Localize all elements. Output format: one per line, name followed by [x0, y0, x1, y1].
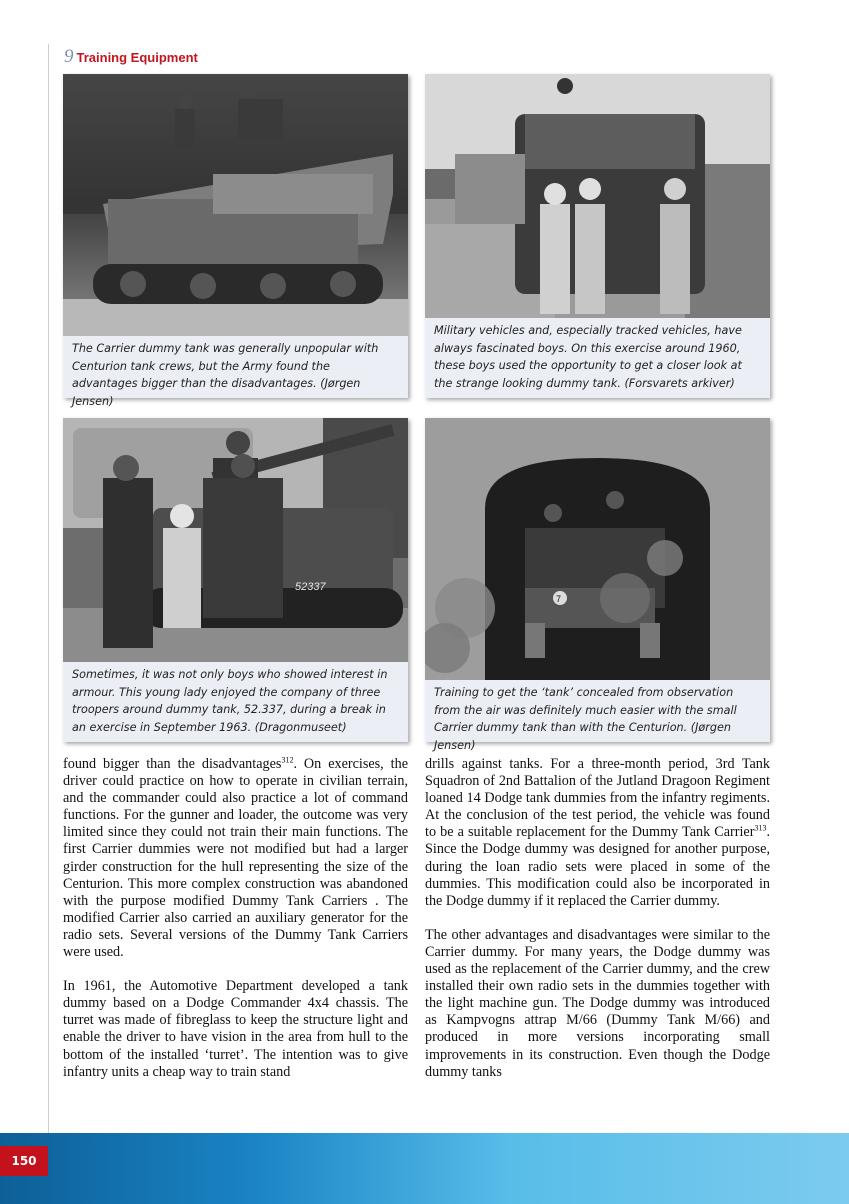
footnote-ref[interactable]: 312	[281, 755, 294, 765]
figure-caption: The Carrier dummy tank was generally unpopular with Centurion tank crews, but the Army found the advantages bigger than the disadvantages. (Jørgen Jensen)	[63, 336, 408, 398]
figure-caption: Training to get the ‘tank’ concealed from observation from the air was definitely much easier with the small Carrier dummy tank than with the Centurion. (Jørgen Jensen)	[425, 680, 770, 742]
paragraph: found bigger than the disadvantages$^{312}$. On exercises, the driver could practice on how to operate in civilian terrain, and the commander could also practice a lot of command functions. For the gunner and loader, the outcome was very limited since they could not train their main functions. The first Carrier dummies were not modified but had a larger girder construction for the hull representing the size of the Centurion. This more complex construction was abandoned with the purpose modified Dummy Tank Carriers . The modified Carrier also carried an auxiliary generator for the radio sets. Several versions of the Dummy Tank Carriers were used.	[63, 755, 408, 961]
paragraph: drills against tanks. For a three-month period, 3rd Tank Squadron of 2nd Battalion of the Jutland Dragoon Regiment loaned 14 Dodge tank dummies from the infantry regiments. At the conclusion of the test period, the vehicle was found to be a suitable replacement for the Dummy Tank Carrier$^{313}$. Since the Dodge dummy was designed for another purpose, during the loan radio sets were placed in some of the dummies. This modification could also be incorporated in the Dodge dummy if it replaced the Carrier dummy.	[425, 756, 770, 909]
chapter-number: 9	[64, 46, 74, 67]
figure-3	[63, 418, 408, 742]
figure-4	[425, 418, 770, 752]
figure-1	[63, 74, 408, 408]
paragraph: The other advantages and disadvantages were similar to the Carrier dummy. For many years, the Dodge dummy was used as the replacement of the Carrier dummy, and the crew installed their own radio sets in the dummies together with the light machine gun. The Dodge dummy was introduced as Kampvogns attrap M/66 (Dummy Tank M/66) and produced in more versions incorporating small improvements in its construction. Even though the Dodge dummy tanks	[425, 926, 770, 1080]
footer-band	[0, 1133, 849, 1204]
figure-caption: Military vehicles and, especially tracked vehicles, have always fascinated boys. On this exercise around 1960, these boys used the opportunity to get a closer look at the strange looking dummy tank. (Forsvarets arkiver)	[425, 318, 770, 398]
body-column-left	[63, 756, 408, 1098]
photo-concealed-dummy-tank	[425, 418, 770, 680]
chapter-title: Training Equipment	[76, 50, 198, 65]
hull-number: 52337	[295, 581, 326, 593]
vehicle-marking: 7	[556, 594, 562, 604]
margin-rule	[48, 44, 49, 1134]
running-header	[64, 46, 198, 68]
paragraph: In 1961, the Automotive Department developed a tank dummy based on a Dodge Commander 4x4 chassis. The turret was made of fibreglass to keep the structure light and enable the driver to have vision in the area from hull to the bottom of the installed ‘turret’. The intention was to give infantry units a cheap way to train stand	[63, 978, 408, 1080]
body-column-right	[425, 756, 770, 1098]
photo-troopers-with-girl	[63, 418, 408, 662]
page-number: 150	[0, 1146, 48, 1176]
figure-caption: Sometimes, it was not only boys who showed interest in armour. This young lady enjoyed the company of three troopers around dummy tank, 52.337, during a break in an exercise in September 1963. (Dragonmuseet)	[63, 662, 408, 742]
photo-boys-dummy-tank	[425, 74, 770, 318]
photo-carrier-dummy-tank	[63, 74, 408, 336]
footnote-ref[interactable]: 313	[754, 823, 767, 833]
figure-2	[425, 74, 770, 398]
